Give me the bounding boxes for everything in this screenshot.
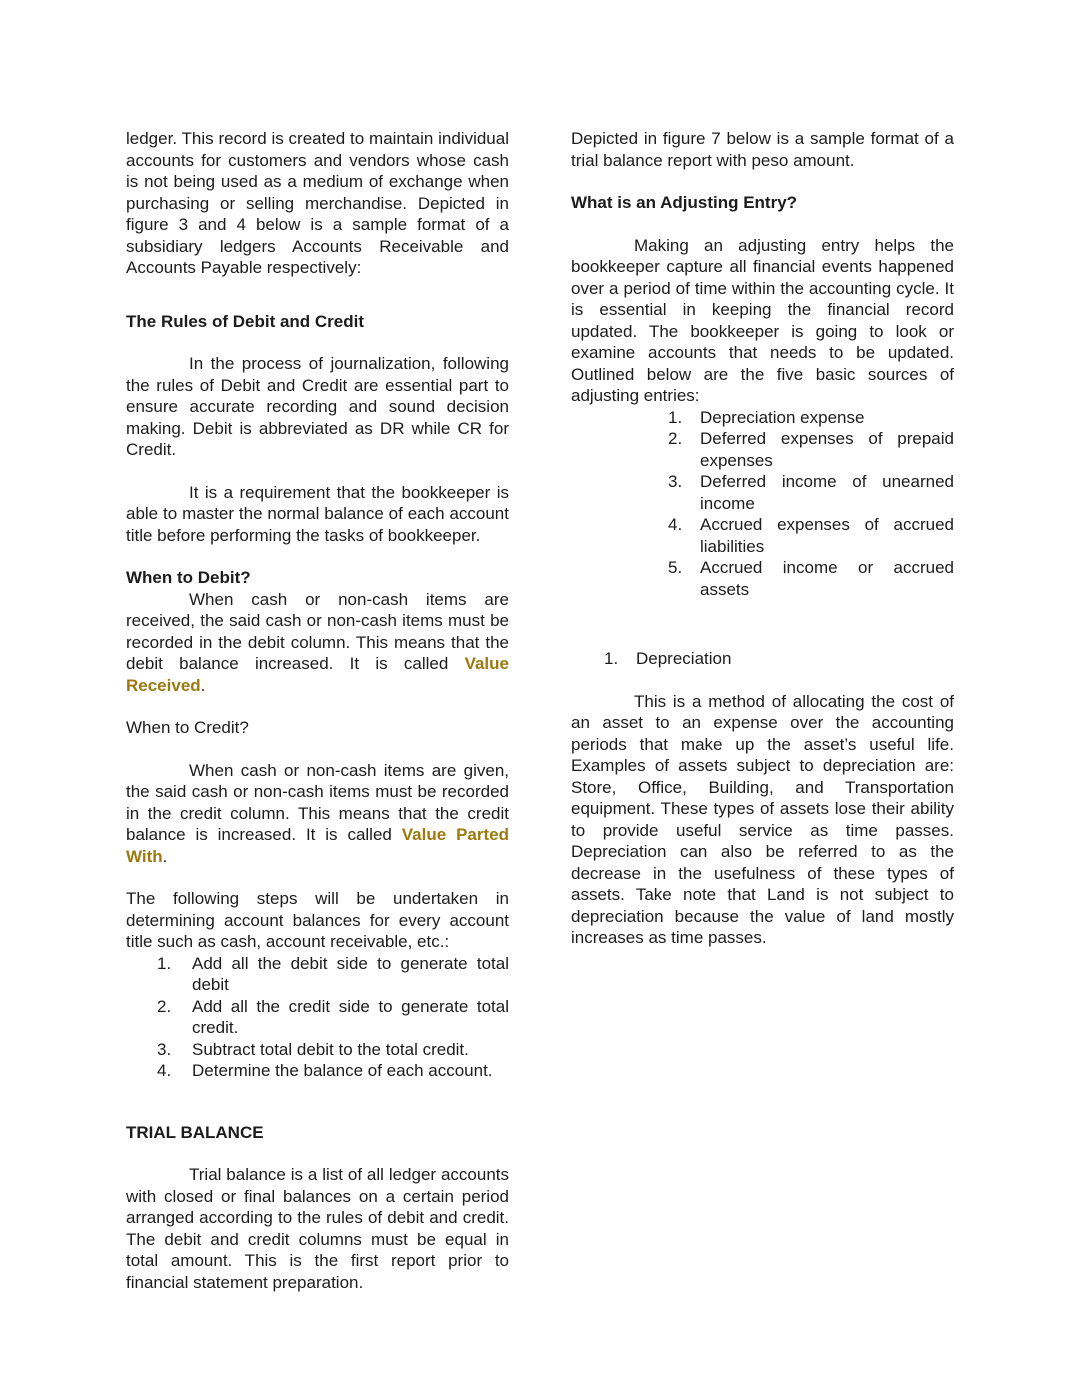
list-number: 4.	[157, 1061, 172, 1080]
when-debit-period: .	[200, 675, 206, 695]
intro-paragraph: ledger. This record is created to maintain individual accounts for customers and vendors whose cash is not being used as a medium of exchange when purchasing or selling merchandise. Depicted in figure 3 and 4 below is a sample format of a subsidiary ledgers Accounts Receivable and Accounts Payable respectively:	[126, 129, 509, 277]
adjusting-entry-sources-list	[571, 407, 954, 601]
two-column-layout	[126, 128, 954, 1293]
list-item	[571, 471, 954, 514]
when-to-credit-label: When to Credit?	[126, 718, 249, 737]
depreciation-paragraph: This is a method of allocating the cost of an asset to an expense over the accounting periods that make up the asset’s useful life. Examples of assets subject to depreciation are: Store, Office, Building, and Transportation equipment. These types of assets lose their ability to provide useful service as time passes. Depreciation can also be referred to as the decrease in the usefulness of these types of assets. Take note that Land is not subject to depreciation because the value of land mostly increases as time passes.	[571, 691, 954, 947]
requirement-paragraph: It is a requirement that the bookkeeper is able to master the normal balance of each account title before performing the tasks of bookkeeper.	[126, 482, 509, 545]
list-item-text: Add all the credit side to generate total credit.	[192, 996, 509, 1037]
trial-balance-heading: TRIAL BALANCE	[126, 1122, 264, 1142]
list-number: 1.	[157, 953, 172, 973]
list-number: 5.	[668, 558, 683, 577]
when-credit-text: When cash or non-cash items are given, the said cash or non-cash items must be recorded in the credit column. This means that the credit balance is increased. It is called	[126, 760, 509, 844]
list-item-text: Deferred expenses of prepaid expenses	[700, 429, 954, 470]
depreciation-list-item	[571, 648, 954, 670]
when-to-debit-paragraph	[126, 589, 509, 697]
list-number: 2.	[157, 996, 172, 1016]
list-item	[571, 557, 954, 600]
list-item	[571, 428, 954, 471]
when-to-credit-paragraph	[126, 760, 509, 868]
list-item	[571, 407, 954, 429]
when-credit-period: .	[162, 846, 168, 866]
value-parted-with-highlight: Value Parted With	[126, 825, 509, 866]
journalization-paragraph: In the process of journalization, following the rules of Debit and Credit are essential part to ensure accurate recording and sound decision making. Debit is abbreviated as DR while CR for Credit.	[126, 354, 509, 459]
when-debit-text: When cash or non-cash items are received, the said cash or non-cash items must be recorded in the debit column. This means that the debit balance increased. It is called	[126, 589, 509, 673]
list-item-text: Accrued expenses of accrued liabilities	[700, 515, 954, 556]
list-item	[126, 996, 509, 1039]
figure7-paragraph: Depicted in figure 7 below is a sample format of a trial balance report with peso amount.	[571, 129, 954, 170]
list-item-text: Deferred income of unearned income	[700, 472, 954, 513]
rules-of-debit-credit-heading: The Rules of Debit and Credit	[126, 311, 365, 331]
list-number: 1.	[604, 649, 619, 668]
list-number: 2.	[668, 429, 683, 448]
list-number: 3.	[157, 1039, 172, 1059]
left-column	[126, 128, 509, 1293]
list-item	[126, 1060, 509, 1082]
depreciation-item-label: Depreciation	[636, 649, 732, 668]
list-number: 3.	[668, 472, 683, 491]
list-item-text: Subtract total debit to the total credit.	[192, 1039, 469, 1059]
list-item-text: Determine the balance of each account.	[192, 1061, 493, 1080]
right-column	[571, 128, 954, 1293]
list-item	[126, 953, 509, 996]
when-to-debit-heading: When to Debit?	[126, 568, 251, 587]
steps-intro-paragraph: The following steps will be undertaken in determining account balances for every account title such as cash, account receivable, etc.:	[126, 889, 509, 951]
list-item-text: Depreciation expense	[700, 407, 865, 427]
trial-balance-paragraph: Trial balance is a list of all ledger accounts with closed or final balances on a certain period arranged according to the rules of debit and credit. The debit and credit columns must be equal in total amount. This is the first report prior to financial statement preparation.	[126, 1165, 509, 1292]
list-number: 4.	[668, 515, 683, 534]
list-item-text: Accrued income or accrued assets	[700, 558, 954, 599]
account-balance-steps-list	[126, 953, 509, 1082]
list-number: 1.	[668, 407, 683, 427]
list-item	[126, 1039, 509, 1061]
list-item	[571, 514, 954, 557]
list-item-text: Add all the debit side to generate total debit	[192, 953, 509, 994]
adjusting-entry-heading: What is an Adjusting Entry?	[571, 193, 798, 212]
value-received-highlight: Value Received	[126, 654, 509, 695]
adjusting-entry-paragraph: Making an adjusting entry helps the bookkeeper capture all financial events happened over a period of time within the accounting cycle. It is essential in keeping the financial record updated. The bookkeeper is going to look or examine accounts that needs to be updated. Outlined below are the five basic sources of adjusting entries:	[571, 235, 954, 405]
